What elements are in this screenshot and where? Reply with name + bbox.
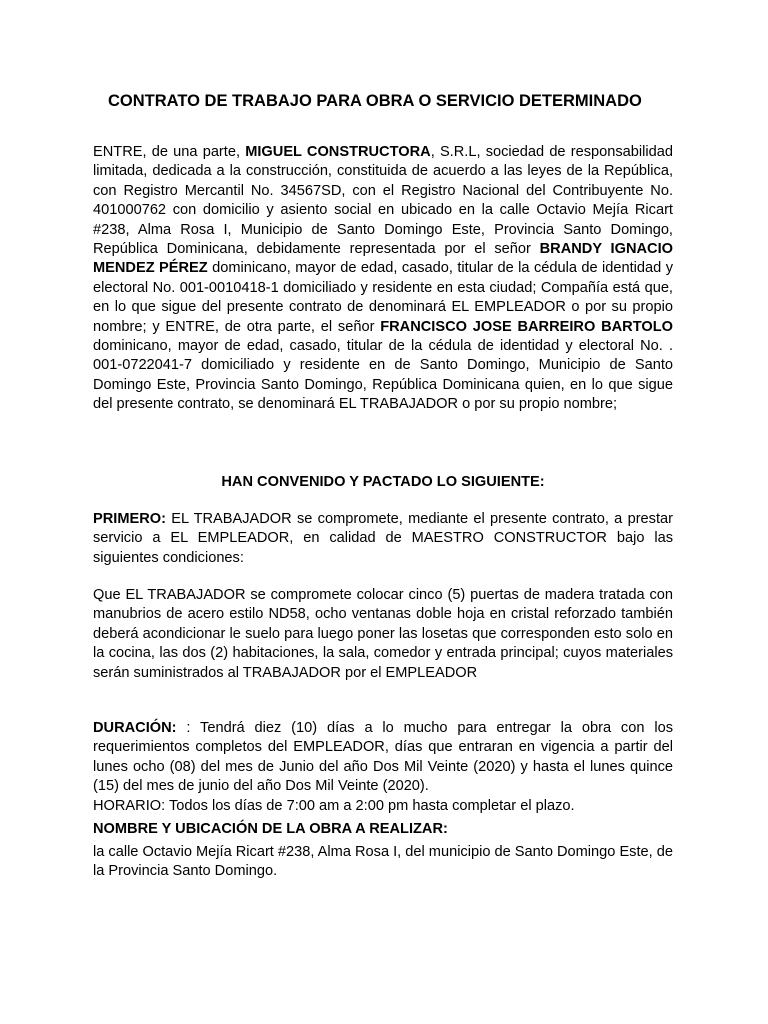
worker-name: FRANCISCO JOSE BARREIRO BARTOLO [380,318,673,335]
company-name: MIGUEL CONSTRUCTORA [245,144,431,160]
intro-text-3: dominicano, mayor de edad, casado, titular de la cédula de identidad y electoral No. 001-0010418-1 domiciliado y residente en esta ciudad; Compañía está que, en lo que sigue del presente contrato de denominará EL EMPLEADOR o por su propio nombre; y ENTRE, de otra parte, el señor [93,260,673,335]
primero-paragraph [93,510,673,568]
horario-line: HORARIO: Todos los días de 7:00 am a 2:00 pm hasta completar el plazo. [93,798,575,814]
intro-paragraph [93,143,673,415]
primero-label: PRIMERO: [93,511,166,527]
intro-text-1: ENTRE, de una parte, [93,144,246,160]
intro-text-2: , S.R.L, sociedad de responsabilidad limitada, dedicada a la construcción, constituida de acuerdo a las leyes de la República, con Registro Mercantil No. 34567SD, con el Registro Nacional del Contribuyente No. 401000762 con domicilio y asiento social en ubicado en la calle Octavio Mejía Ricart #238, Alma Rosa I, Municipio de Santo Domingo Este, Provincia Santo Domingo, República Dominicana, debidamente representada por el señor [93,144,673,258]
duracion-label: DURACIÓN: [93,720,177,736]
primero-text: EL TRABAJADOR se compromete, mediante el presente contrato, a prestar servicio a EL EMPLEADOR, en calidad de MAESTRO CONSTRUCTOR bajo las siguientes condiciones: [93,511,673,566]
duracion-paragraph [93,719,673,797]
obra-location: la calle Octavio Mejía Ricart #238, Alma Rosa I, del municipio de Santo Domingo Este, de la Provincia Santo Domingo. [93,844,673,880]
duracion-text: : Tendrá diez (10) días a lo mucho para entregar la obra con los requerimientos completos del EMPLEADOR, días que entraran en vigencia a partir del lunes ocho (08) del mes de Junio del año Dos Mil Veinte (2020) y hasta el lunes quince (15) del mes de junio del año Dos Mil Veinte (2020). [93,720,673,795]
obra-heading: NOMBRE Y UBICACIÓN DE LA OBRA A REALIZAR: [93,821,448,837]
representative-name: BRANDY IGNACIO MENDEZ PÉREZ [93,241,673,277]
conditions-paragraph: Que EL TRABAJADOR se compromete colocar cinco (5) puertas de madera tratada con manubrios de acero estilo ND58, ocho ventanas doble hoja en cristal reforzado también deberá acondicionar le suelo para luego poner las losetas que corresponden esto solo en la cocina, las dos (2) habitaciones, la sala, comedor y entrada principal; cuyos materiales serán suministrados al TRABAJADOR por el EMPLEADOR [93,587,673,681]
agreed-heading: HAN CONVENIDO Y PACTADO LO SIGUIENTE: [221,474,545,490]
intro-text-4: dominicano, mayor de edad, casado, titular de la cédula de identidad y electoral No. . 001-0722041-7 domiciliado y residente en de Santo Domingo, Municipio de Santo Domingo Este, Provincia Santo Domingo, República Dominicana quien, en lo que sigue del presente contrato, se denominará EL TRABAJADOR o por su propio nombre; [93,338,673,413]
contract-title: CONTRATO DE TRABAJO PARA OBRA O SERVICIO DETERMINADO [108,92,642,110]
